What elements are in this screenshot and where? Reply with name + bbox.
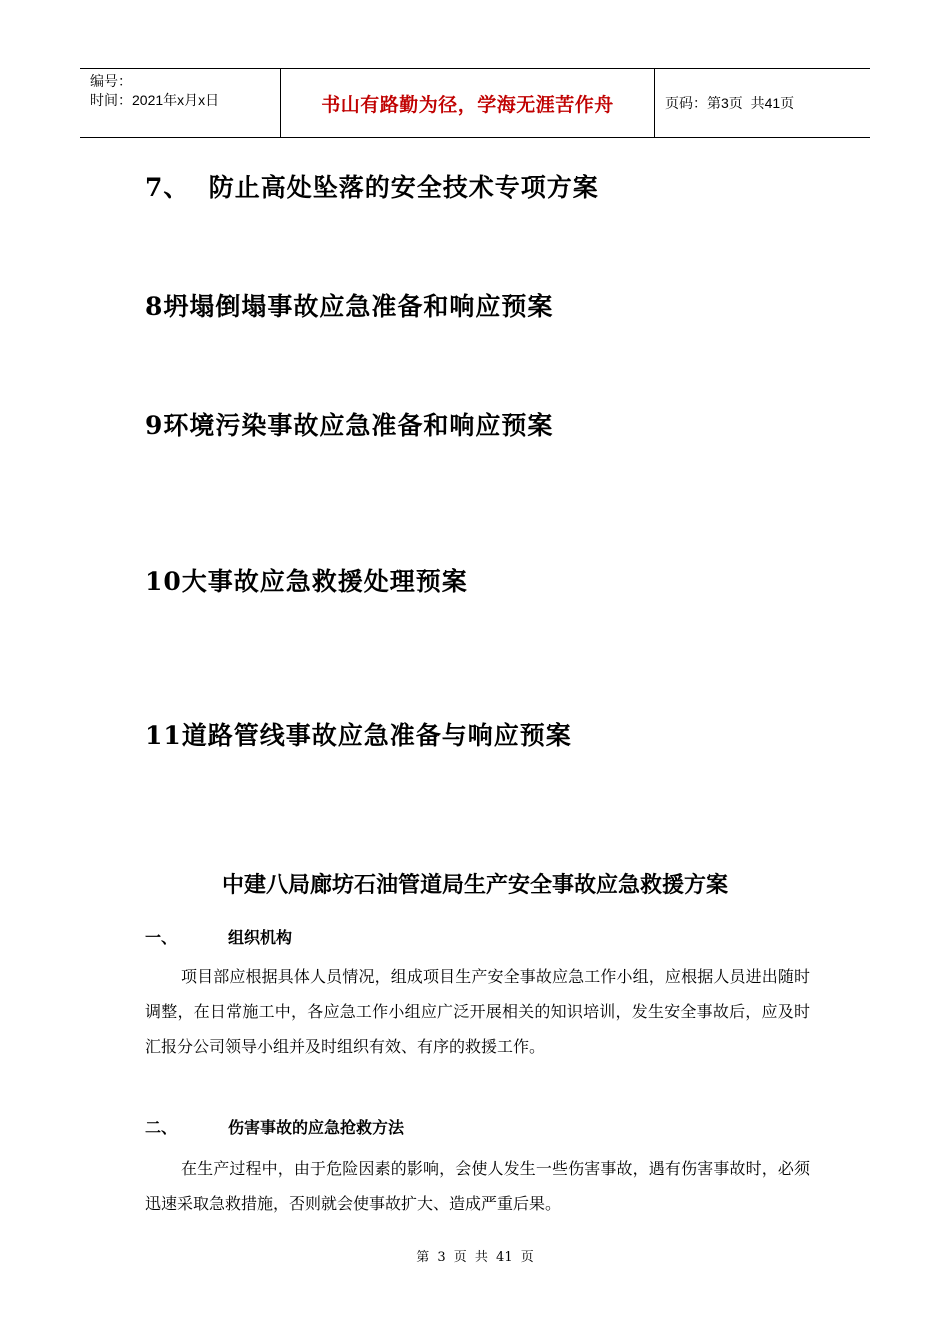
page-header (80, 68, 870, 138)
section-title: 伤害事故的应急抢救方法 (228, 1118, 405, 1137)
section-paragraph-2: 在生产过程中，由于危险因素的影响，会使人发生一些伤害事故，遇有伤害事故时，必须迅速采取急救措施，否则就会使事故扩大、造成严重后果。 (145, 1159, 810, 1213)
toc-heading-11: 11道路管线事故应急准备与响应预案 (145, 721, 572, 750)
section-heading-1 (145, 925, 292, 948)
section-paragraph-1: 项目部应根据具体人员情况，组成项目生产安全事故应急工作小组，应根据人员进出随时调整，在日常施工中，各应急工作小组应广泛开展相关的知识培训，发生安全事故后，应及时汇报分公司领导小组并及时组织有效、有序的救援工作。 (145, 967, 810, 1056)
section-title: 组织机构 (228, 928, 293, 947)
toc-heading-8: 8坍塌倒塌事故应急准备和响应预案 (145, 292, 554, 321)
document-title: 中建八局廊坊石油管道局生产安全事故应急救援方案 (221, 873, 728, 898)
toc-heading-7: 7、 防止高处坠落的安全技术专项方案 (145, 173, 599, 202)
header-page-info: 页码：第3页 共41页 (665, 95, 795, 111)
header-number-label: 编号： (90, 73, 132, 89)
toc-heading-10: 10大事故应急救援处理预案 (145, 567, 468, 596)
section-number: 一、 (145, 928, 178, 947)
header-meta-cell (80, 69, 281, 137)
header-time-label: 时间：2021年x月x日 (90, 92, 220, 108)
header-motto: 书山有路勤为径，学海无涯苦作舟 (281, 69, 655, 137)
section-heading-2 (145, 1115, 404, 1138)
toc-heading-9: 9环境污染事故应急准备和响应预案 (145, 411, 554, 440)
page-footer: 第 3 页 共 41 页 (416, 1250, 534, 1265)
section-number: 二、 (145, 1118, 178, 1137)
